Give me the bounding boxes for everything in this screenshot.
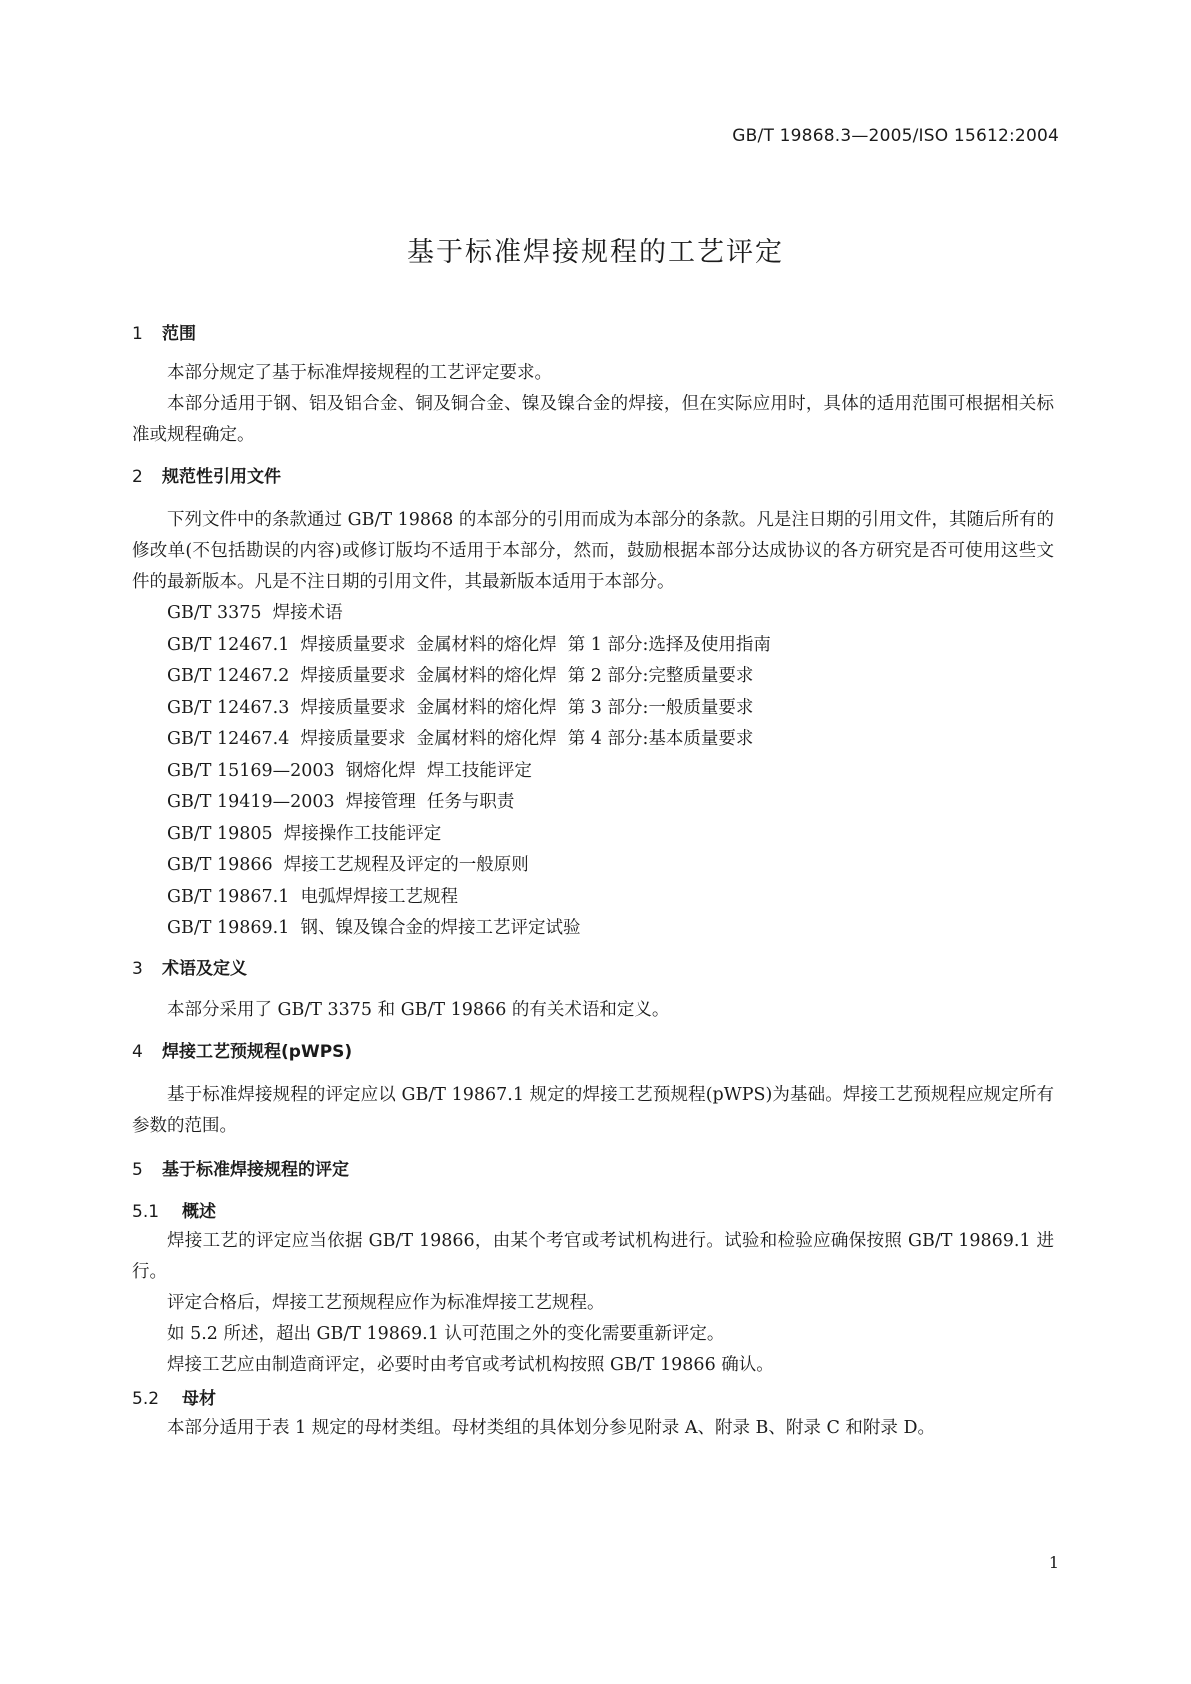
reference-item: GB/T 19866 焊接工艺规程及评定的一般原则 (167, 855, 529, 875)
section-4-heading (132, 1038, 1054, 1066)
standard-code: GB/T 19868.3—2005/ISO 15612:2004 (732, 126, 1059, 146)
reference-item: GB/T 12467.3 焊接质量要求 金属材料的熔化焊 第 3 部分:一般质量要求 (167, 697, 754, 718)
section-title: 概述 (182, 1201, 216, 1222)
paragraph: 焊接工艺的评定应当依据 GB/T 19866，由某个考官或考试机构进行。试验和检验应确保按照 GB/T 19869.1 进行。 (132, 1230, 1054, 1282)
subsection-5-1-heading (132, 1198, 1054, 1226)
section-1-heading (132, 320, 1054, 348)
section-5-heading (132, 1156, 1054, 1184)
paragraph: 本部分适用于钢、铝及铝合金、铜及铜合金、镍及镍合金的焊接，但在实际应用时，具体的适用范围可根据相关标准或规程确定。 (132, 394, 1054, 445)
section-title: 焊接工艺预规程(pWPS) (162, 1041, 353, 1062)
section-title: 术语及定义 (162, 958, 247, 979)
section-number: 4 (132, 1041, 143, 1062)
section-number: 5.1 (132, 1201, 160, 1222)
section-number: 5.2 (132, 1388, 160, 1409)
section-number: 1 (132, 324, 143, 344)
document-title: 基于标准焊接规程的工艺评定 (407, 237, 784, 268)
paragraph: 本部分适用于表 1 规定的母材类组。母材类组的具体划分参见附录 A、附录 B、附录 C 和附录 D。 (167, 1417, 935, 1438)
paragraph: 焊接工艺应由制造商评定，必要时由考官或考试机构按照 GB/T 19866 确认。 (167, 1354, 774, 1375)
paragraph: 如 5.2 所述，超出 GB/T 19869.1 认可范围之外的变化需要重新评定。 (167, 1323, 725, 1344)
section-title: 基于标准焊接规程的评定 (162, 1159, 349, 1180)
reference-item: GB/T 19805 焊接操作工技能评定 (167, 823, 442, 844)
paragraph: 本部分规定了基于标准焊接规程的工艺评定要求。 (167, 363, 552, 383)
section-title: 范围 (162, 324, 196, 344)
section-title: 母材 (182, 1388, 216, 1409)
reference-item: GB/T 19867.1 电弧焊焊接工艺规程 (167, 886, 458, 907)
paragraph: 评定合格后，焊接工艺预规程应作为标准焊接工艺规程。 (167, 1292, 605, 1313)
reference-item: GB/T 12467.2 焊接质量要求 金属材料的熔化焊 第 2 部分:完整质量要求 (167, 666, 754, 686)
reference-item: GB/T 19419—2003 焊接管理 任务与职责 (167, 792, 515, 812)
paragraph: 本部分采用了 GB/T 3375 和 GB/T 19866 的有关术语和定义。 (167, 999, 670, 1020)
reference-item: GB/T 19869.1 钢、镍及镍合金的焊接工艺评定试验 (167, 918, 581, 938)
reference-item: GB/T 15169—2003 钢熔化焊 焊工技能评定 (167, 760, 532, 781)
page-number: 1 (1048, 1553, 1059, 1572)
section-number: 2 (132, 467, 143, 487)
section-3-heading (132, 955, 1054, 983)
section-title: 规范性引用文件 (162, 467, 281, 487)
section-2-heading (132, 463, 1054, 491)
paragraph: 基于标准焊接规程的评定应以 GB/T 19867.1 规定的焊接工艺预规程(pWPS)为基础。焊接工艺预规程应规定所有参数的范围。 (132, 1084, 1054, 1136)
section-number: 3 (132, 958, 143, 979)
reference-item: GB/T 12467.1 焊接质量要求 金属材料的熔化焊 第 1 部分:选择及使用指南 (167, 634, 771, 655)
reference-item: GB/T 12467.4 焊接质量要求 金属材料的熔化焊 第 4 部分:基本质量要求 (167, 729, 754, 749)
section-number: 5 (132, 1159, 143, 1180)
paragraph: 下列文件中的条款通过 GB/T 19868 的本部分的引用而成为本部分的条款。凡是注日期的引用文件，其随后所有的修改单(不包括勘误的内容)或修订版均不适用于本部分，然而，鼓励根据本部分达成协议的各方研究是否可使用这些文件的最新版本。凡是不注日期的引用文件，其最新版本适用于本部分。 (132, 510, 1054, 592)
reference-list (132, 598, 1054, 945)
reference-item: GB/T 3375 焊接术语 (167, 603, 343, 623)
subsection-5-2-heading (132, 1385, 1054, 1413)
document-body (132, 320, 1054, 1444)
